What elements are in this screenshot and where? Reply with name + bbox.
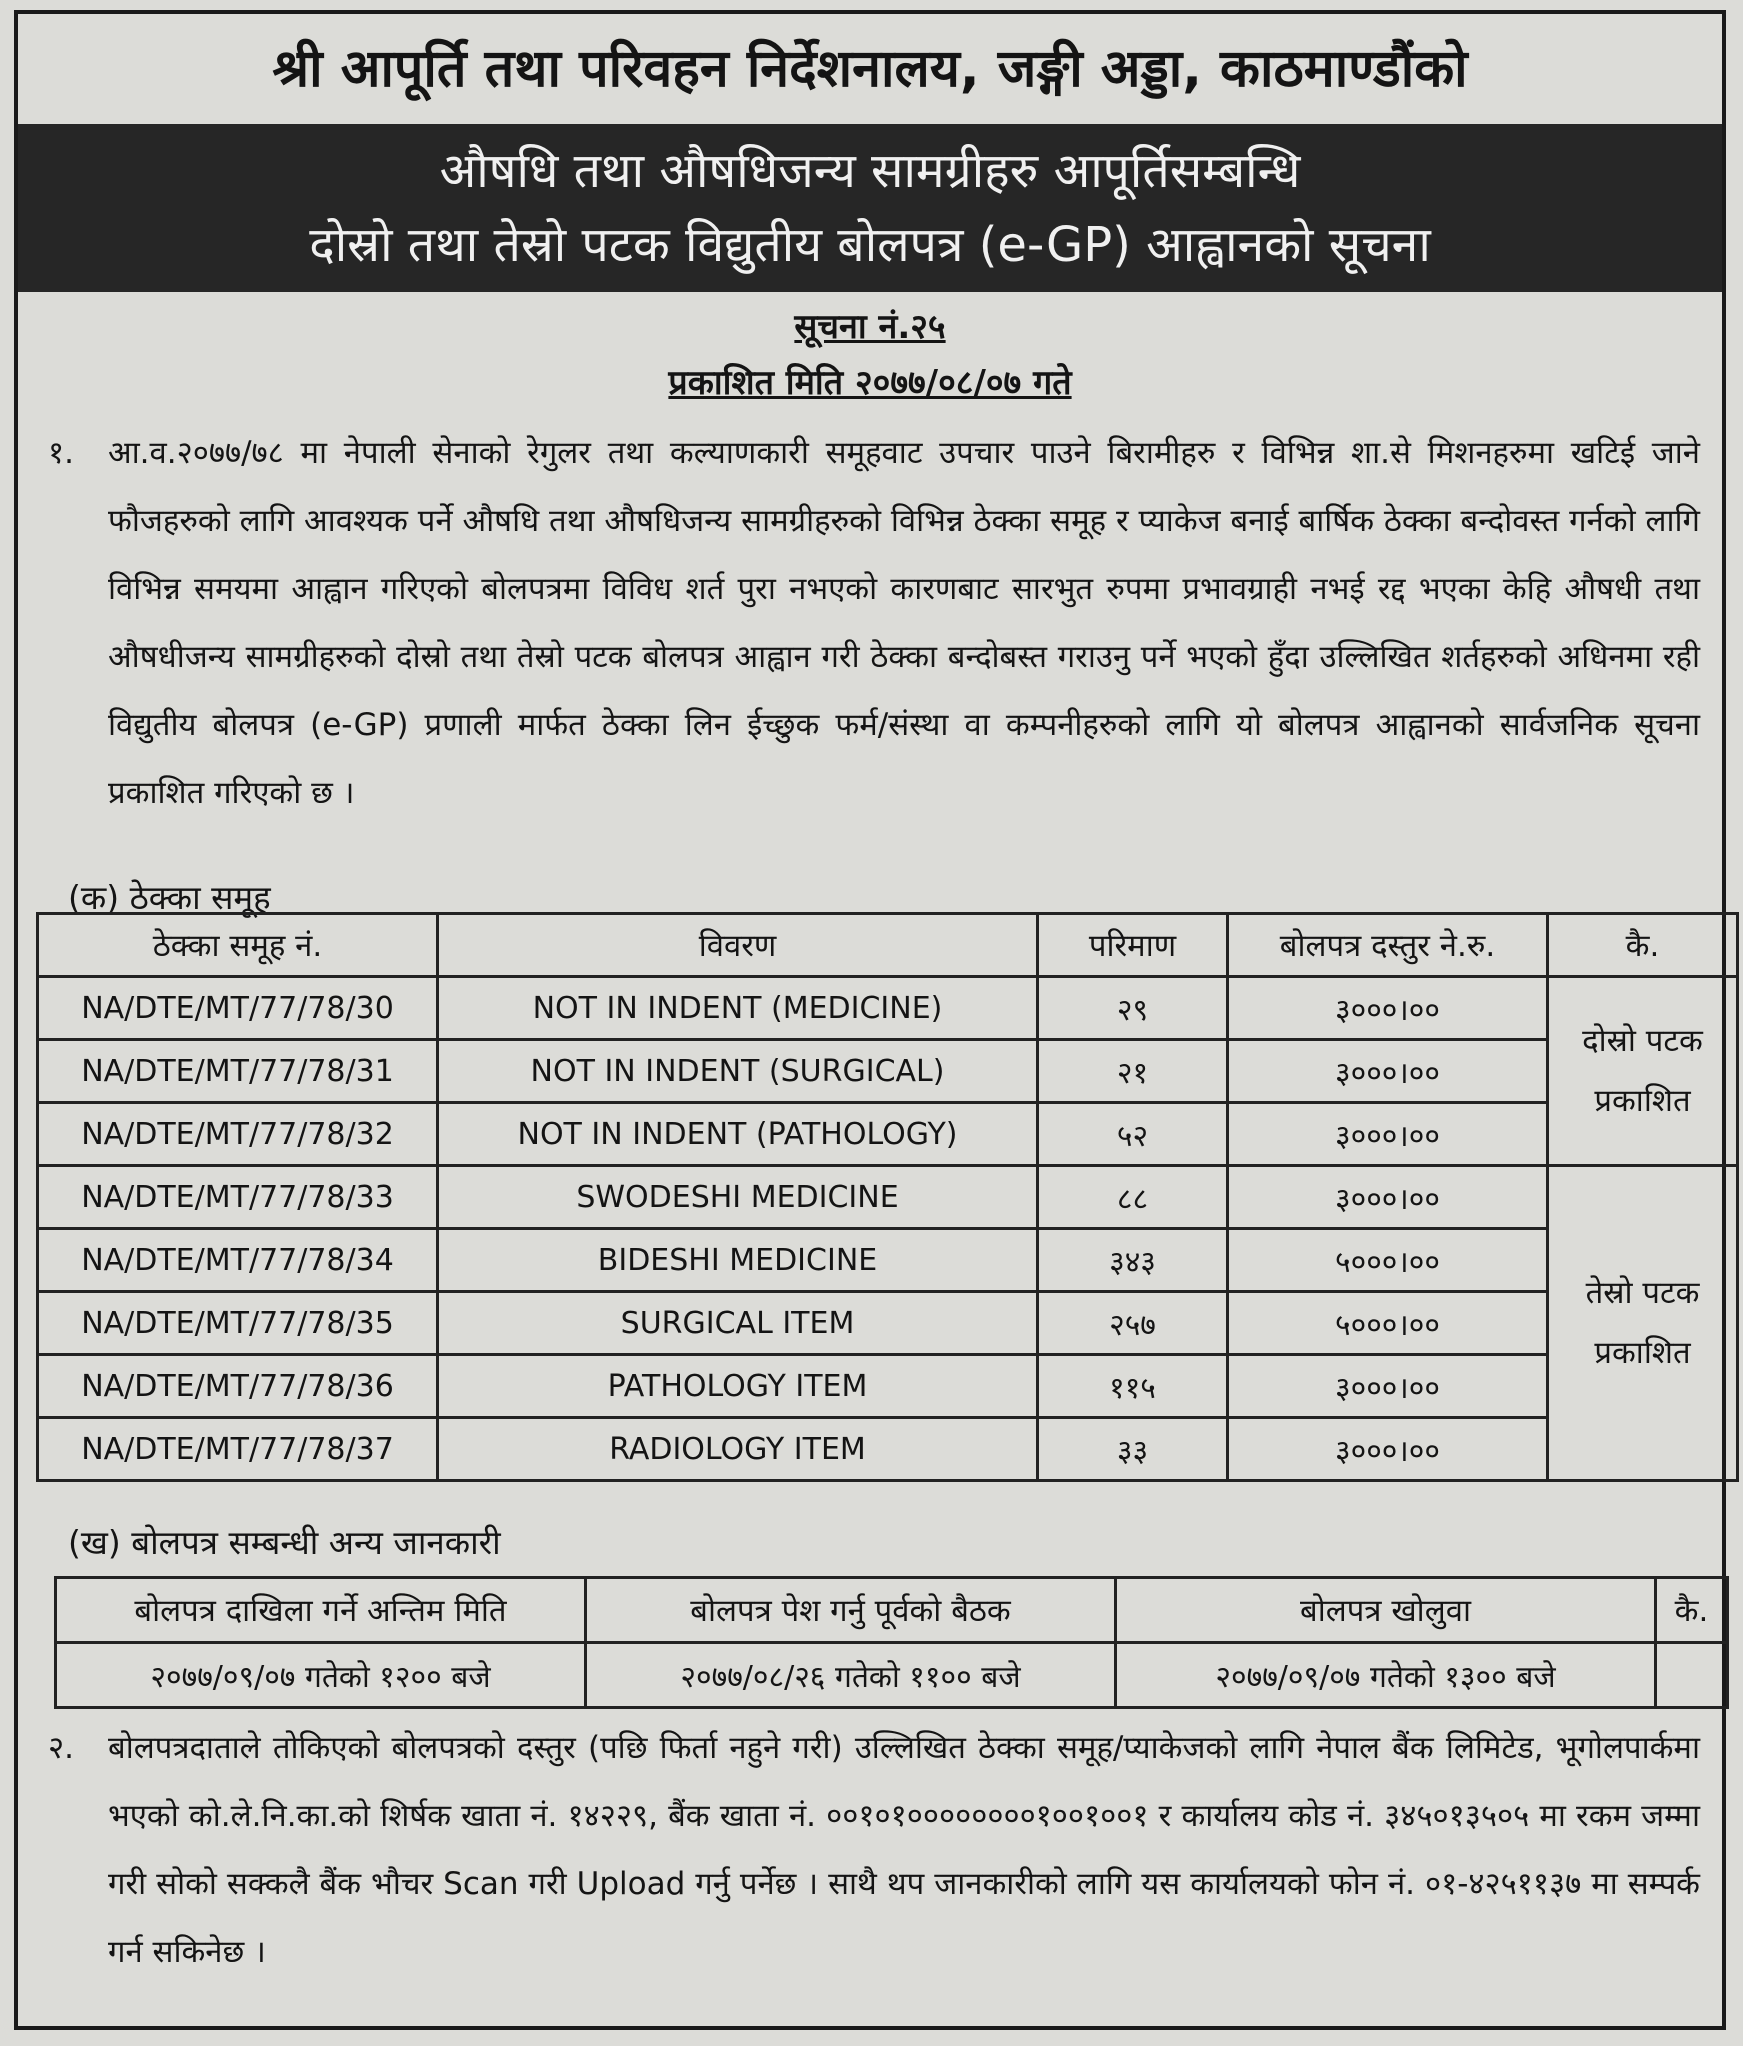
paragraph-2 (48, 1714, 1700, 1986)
section-a-heading: (क) ठेक्का समूह (68, 878, 271, 917)
col-header-remarks: कै. (1656, 1578, 1728, 1643)
group-code: NA/DTE/MT/77/78/36 (38, 1355, 438, 1418)
office-name: श्री आपूर्ति तथा परिवहन निर्देशनालय, जङ्गी अड्डा, काठमाण्डौंको (272, 39, 1468, 99)
group-code: NA/DTE/MT/77/78/37 (38, 1418, 438, 1481)
section-b-heading: (ख) बोलपत्र सम्बन्धी अन्य जानकारी (68, 1523, 501, 1562)
notice-number (18, 304, 1722, 350)
group-quantity: ३३ (1038, 1418, 1228, 1481)
group-fee: ३०००।०० (1228, 977, 1548, 1040)
remark-third-publication: तेस्रो पटक प्रकाशित (1548, 1166, 1738, 1481)
title-line-2: दोस्रो तथा तेस्रो पटक विद्युतीय बोलपत्र (e-GP) आह्वानको सूचना (309, 217, 1431, 273)
col-header-quantity: परिमाण (1038, 914, 1228, 977)
bid-remarks (1656, 1643, 1728, 1708)
table-row (38, 1229, 1738, 1292)
group-description: NOT IN INDENT (SURGICAL) (438, 1040, 1038, 1103)
group-code: NA/DTE/MT/77/78/35 (38, 1292, 438, 1355)
group-description: RADIOLOGY ITEM (438, 1418, 1038, 1481)
remark-second-publication: दोस्रो पटक प्रकाशित (1548, 977, 1738, 1166)
title-banner (18, 124, 1722, 292)
table-row (38, 1418, 1738, 1481)
paragraph-1-number: १. (48, 435, 74, 471)
submission-deadline: २०७७/०९/०७ गतेको १२०० बजे (56, 1643, 586, 1708)
group-code: NA/DTE/MT/77/78/31 (38, 1040, 438, 1103)
table-row (38, 1040, 1738, 1103)
group-quantity: ३४३ (1038, 1229, 1228, 1292)
group-description: BIDESHI MEDICINE (438, 1229, 1038, 1292)
group-description: SWODESHI MEDICINE (438, 1166, 1038, 1229)
group-fee: ३०००।०० (1228, 1418, 1548, 1481)
group-fee: ३०००।०० (1228, 1040, 1548, 1103)
col-header-fee: बोलपत्र दस्तुर ने.रु. (1228, 914, 1548, 977)
table-row (56, 1643, 1728, 1708)
group-quantity: ११५ (1038, 1355, 1228, 1418)
published-date-text: प्रकाशित मिति २०७७/०८/०७ गते (668, 363, 1072, 403)
group-fee: ३०००।०० (1228, 1166, 1548, 1229)
col-header-remarks: कै. (1548, 914, 1738, 977)
group-quantity: २९ (1038, 977, 1228, 1040)
group-quantity: ८८ (1038, 1166, 1228, 1229)
notice-number-text: सूचना नं.२५ (794, 307, 946, 347)
bid-info-table (54, 1576, 1729, 1709)
group-quantity: २५७ (1038, 1292, 1228, 1355)
group-quantity: ५२ (1038, 1103, 1228, 1166)
table-row (38, 1355, 1738, 1418)
group-fee: ३०००।०० (1228, 1355, 1548, 1418)
group-fee: ५०००।०० (1228, 1229, 1548, 1292)
group-description: NOT IN INDENT (MEDICINE) (438, 977, 1038, 1040)
contract-group-table (36, 912, 1739, 1482)
group-fee: ३०००।०० (1228, 1103, 1548, 1166)
col-header-group-no: ठेक्का समूह नं. (38, 914, 438, 977)
group-fee: ५०००।०० (1228, 1292, 1548, 1355)
group-code: NA/DTE/MT/77/78/34 (38, 1229, 438, 1292)
col-header-submission-deadline: बोलपत्र दाखिला गर्ने अन्तिम मिति (56, 1578, 586, 1643)
bid-opening: २०७७/०९/०७ गतेको १३०० बजे (1116, 1643, 1656, 1708)
title-line-1: औषधि तथा औषधिजन्य सामग्रीहरु आपूर्तिसम्बन्धि (439, 143, 1301, 199)
paragraph-1 (48, 419, 1700, 827)
paragraph-2-text: बोलपत्रदाताले तोकिएको बोलपत्रको दस्तुर (पछि फिर्ता नहुने गरी) उल्लिखित ठेक्का समूह/प्याकेजको लागि नेपाल बैंक लिमिटेड, भूगोलपार्कमा भएको को.ले.नि.का.को शिर्षक खाता नं. १४२२९, बैंक खाता नं. ००१०१००००००००१००१००१ र कार्यालय कोड नं. ३४५०१३५०५ मा रकम जम्मा गरी सोको सक्कलै बैंक भौचर Scan गरी Upload गर्नु पर्नेछ । साथै थप जानकारीको लागि यस कार्यालयको फोन नं. ०१-४२५११३७ मा सम्पर्क गर्न सकिनेछ । (108, 1730, 1700, 1970)
published-date (18, 360, 1722, 406)
table-header-row (56, 1578, 1728, 1643)
table-row (38, 1103, 1738, 1166)
group-quantity: २१ (1038, 1040, 1228, 1103)
table-row (38, 1166, 1738, 1229)
col-header-bid-opening: बोलपत्र खोलुवा (1116, 1578, 1656, 1643)
table-header-row (38, 914, 1738, 977)
table-row (38, 1292, 1738, 1355)
col-header-prebid-meeting: बोलपत्र पेश गर्नु पूर्वको बैठक (586, 1578, 1116, 1643)
prebid-meeting: २०७७/०८/२६ गतेको ११०० बजे (586, 1643, 1116, 1708)
group-description: SURGICAL ITEM (438, 1292, 1038, 1355)
group-description: NOT IN INDENT (PATHOLOGY) (438, 1103, 1038, 1166)
group-code: NA/DTE/MT/77/78/33 (38, 1166, 438, 1229)
col-header-description: विवरण (438, 914, 1038, 977)
notice-frame (14, 10, 1726, 2030)
paragraph-2-number: २. (48, 1730, 74, 1766)
group-code: NA/DTE/MT/77/78/30 (38, 977, 438, 1040)
paragraph-1-text: आ.व.२०७७/७८ मा नेपाली सेनाको रेगुलर तथा कल्याणकारी समूहवाट उपचार पाउने बिरामीहरु र विभिन्न शा.से मिशनहरुमा खटिई जाने फौजहरुको लागि आवश्यक पर्ने औषधि तथा औषधिजन्य सामग्रीहरुको विभिन्न ठेक्का समूह र प्याकेज बनाई बार्षिक ठेक्का बन्दोवस्त गर्नको लागि विभिन्न समयमा आह्वान गरिएको बोलपत्रमा विविध शर्त पुरा नभएको कारणबाट सारभुत रुपमा प्रभावग्राही नभई रद्द भएका केहि औषधी तथा औषधीजन्य सामग्रीहरुको दोस्रो तथा तेस्रो पटक बोलपत्र आह्वान गरी ठेक्का बन्दोबस्त गराउनु पर्ने भएको हुँदा उल्लिखित शर्तहरुको अधिनमा रही विद्युतीय बोलपत्र (e-GP) प्रणाली मार्फत ठेक्का लिन ईच्छुक फर्म/संस्था वा कम्पनीहरुको लागि यो बोलपत्र आह्वानको सार्वजनिक सूचना प्रकाशित गरिएको छ । (108, 435, 1700, 811)
group-code: NA/DTE/MT/77/78/32 (38, 1103, 438, 1166)
table-row (38, 977, 1738, 1040)
group-description: PATHOLOGY ITEM (438, 1355, 1038, 1418)
